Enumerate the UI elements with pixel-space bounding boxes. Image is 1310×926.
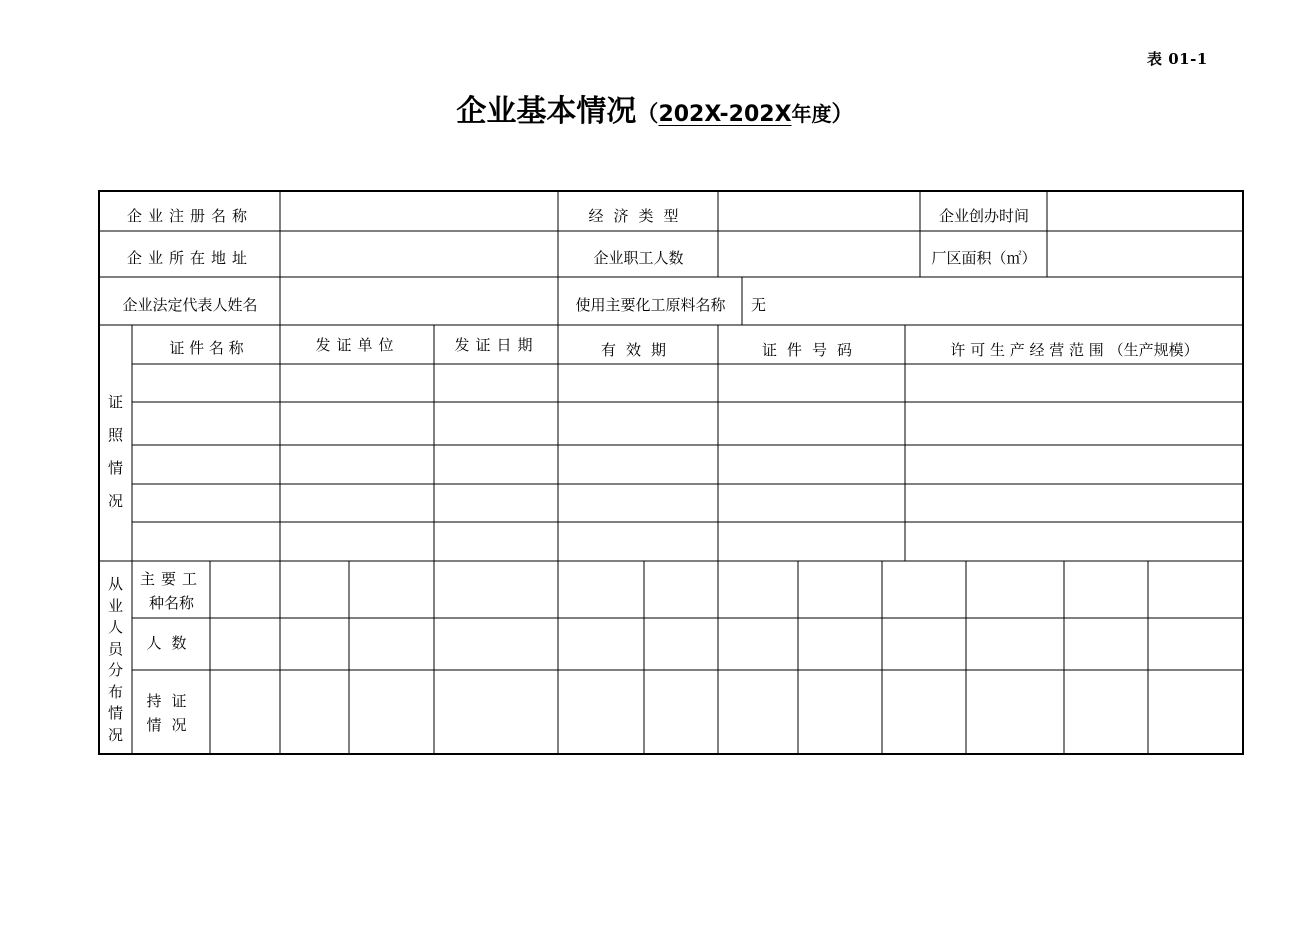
employees-label: 企业职工人数 <box>593 249 684 267</box>
cert-header-number: 证件号码 <box>761 341 862 359</box>
job-type-line2: 种名称 <box>148 594 194 612</box>
raw-materials-value: 无 <box>751 296 767 314</box>
title-open-paren: （ <box>636 102 659 127</box>
cert-header-name: 证 件 名 称 <box>169 339 244 357</box>
staff-count-label: 人数 <box>146 634 197 652</box>
cert-status-line1: 持证 <box>146 692 197 710</box>
cert-header-validity: 有效期 <box>600 341 676 359</box>
cert-header-scope: 许 可 生 产 经 营 范 围 （生产规模） <box>950 341 1199 359</box>
form-number: 表 01-1 <box>1147 50 1208 68</box>
cert-status-line2: 情况 <box>146 716 197 734</box>
certificates-label-text: 证照情况 <box>108 393 124 510</box>
staff-job-type-label <box>133 566 210 616</box>
address-label: 企业所在地址 <box>126 249 253 267</box>
staff-cert-label <box>133 688 210 738</box>
cert-header-issue-date: 发证日期 <box>454 336 539 354</box>
economic-type-label: 经济类型 <box>588 207 689 225</box>
staff-section-label <box>99 574 132 746</box>
job-type-line1: 主要工 <box>139 570 203 588</box>
raw-materials-label: 使用主要化工原料名称 <box>575 296 726 314</box>
title-suffix: 年度 <box>791 102 832 126</box>
title-close-paren: ） <box>831 102 854 127</box>
founding-time-label: 企业创办时间 <box>938 207 1029 225</box>
certificates-section-label <box>99 386 132 518</box>
registered-name-label: 企业注册名称 <box>126 207 253 225</box>
cert-header-issuer: 发证单位 <box>315 336 400 354</box>
staff-label-text: 从业人员分布情况 <box>108 575 124 744</box>
title-year: 202X-202X <box>658 102 792 127</box>
plant-area-label: 厂区面积（㎡） <box>931 249 1037 267</box>
legal-rep-label: 企业法定代表人姓名 <box>122 296 258 314</box>
title-main: 企业基本情况 <box>456 94 637 129</box>
